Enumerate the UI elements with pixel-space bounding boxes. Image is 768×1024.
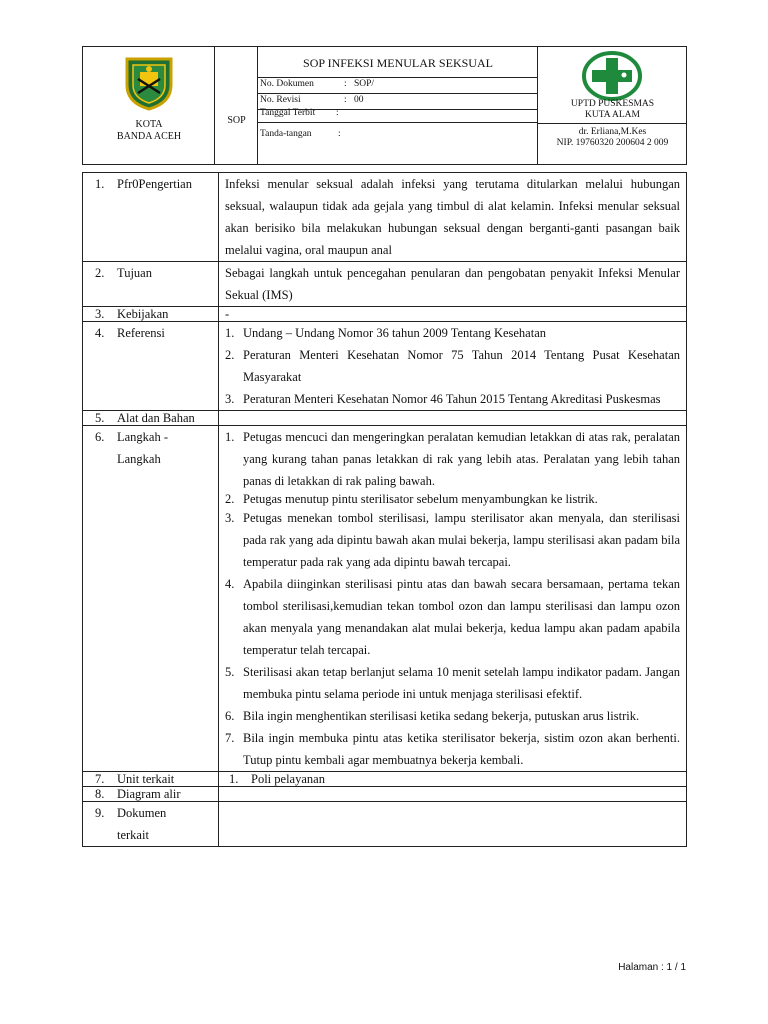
sop-content-table (82, 172, 686, 847)
document-title: SOP INFEKSI MENULAR SEKSUAL (303, 56, 493, 70)
signer-nip: NIP. 19760320 200604 2 009 (556, 138, 669, 148)
list-item: 1. Petugas mencuci dan mengeringkan peralatan kemudian letakkan di atas rak, peralatan yang kurang tahan panas letakkan di rak yang lebih atas. Peralatan yang lebih tahan panas di letakkan di rak paling bawah. (225, 430, 680, 488)
list-item: 1. Undang – Undang Nomor 36 tahun 2009 Tentang Kesehatan (225, 326, 546, 340)
row-label-tujuan: Tujuan (117, 266, 152, 280)
list-item: 3. Petugas menekan tombol sterilisasi, lampu sterilisator akan menyala, dan sterilisasi pada rak yang ada dipintu bawah akan mulai bekerja, lampu sterilisasi akan padam bila temperatur pada rak yang ada dipintu bawah tercapai. (225, 511, 680, 569)
referensi-list (223, 322, 680, 410)
list-item: 2. Petugas menutup pintu sterilisator sebelum menyambungkan ke listrik. (225, 492, 598, 506)
row-text-alat-bahan (219, 411, 687, 426)
row-label-referensi: Referensi (117, 326, 165, 340)
list-item: 6. Bila ingin menghentikan sterilisasi ketika sedang bekerja, putuskan arus listrik. (225, 709, 640, 723)
field-no-dokumen: No. Dokumen : SOP/ (258, 78, 538, 94)
left-org-line2: BANDA ACEH (116, 131, 182, 142)
row-label-dokumen-terkait: Dokumen (117, 806, 167, 820)
left-org-line1: KOTA (135, 119, 163, 130)
right-org-line2: KUTA ALAM (585, 110, 640, 120)
langkah-list (223, 426, 680, 771)
row-label-alat-bahan: Alat dan Bahan (117, 411, 195, 425)
right-org-cell (538, 47, 687, 165)
field-tanda-tangan: Tanda-tangan : (260, 129, 341, 139)
table-row: 5. Alat dan Bahan (83, 411, 687, 426)
row-text-tujuan: Sebagai langkah untuk pencegahan penularan dan pengobatan penyakit Infeksi Menular Sekual (IMS) (219, 262, 687, 307)
left-org-cell (83, 47, 215, 165)
list-item: 2. Peraturan Menteri Kesehatan Nomor 75 Tahun 2014 Tentang Pusat Kesehatan Masyarakat (225, 348, 680, 384)
list-item: 4. Apabila diinginkan sterilisasi pintu atas dan bawah secara bersamaan, pertama tekan tombol sterilisasi,kemudian tekan tombol ozon dan lampu sterilisasi dan lampu ozon akan menyala yang menandakan alat mulai bekerja, kedua lampu akan padam apabila temperatur telah tercapai. (225, 577, 680, 657)
table-row: 6. Langkah - Langkah 1. Petugas mencuci dan mengeringkan peralatan kemudian letakkan di atas rak, peralatan yang kurang tahan panas letakkan di rak yang lebih atas. Peralatan yang lebih tahan panas di letakkan di rak paling bawah. 2. Petugas menutup pintu sterilisator sebelum menyambungkan ke listrik. 3. Petugas menekan tombol sterilisasi, lampu sterilisator akan menyala, dan sterilisasi pada rak yang ada dipintu bawah akan mulai bekerja, lampu sterilisasi akan padam bila temperatur pada rak yang ada dipintu bawah tercapai. 4. Apabila diinginkan sterilisasi pintu atas dan bawah secara bersamaan, pertama tekan tombol sterilisasi,kemudian tekan tombol ozon dan lampu sterilisasi dan lampu ozon akan menyala yang menandakan alat mulai bekerja, kedua lampu akan padam apabila temperatur telah tercapai. 5. Sterilisasi akan tetap berlanjut selama 10 menit setelah lampu indikator padam. Jangan membuka pintu selama periode ini untuk menjaga sterilisasi efektif. 6. Bila ingin menghentikan sterilisasi ketika sedang bekerja, putuskan arus listrik. 7. Bila ingin membuka pintu atas ketika sterilisator bekerja, sistim ozon akan berhenti. Tutup pintu kembali agar membuatnya bekerja kembali. (83, 426, 687, 772)
row-label-langkah: Langkah - (117, 430, 169, 444)
row-label-pengertian: Pfr0Pengertian (117, 177, 192, 191)
table-row: 7. Unit terkait 1. Poli pelayanan (83, 772, 687, 787)
page-number: Halaman : 1 / 1 (618, 962, 686, 973)
document-header (82, 46, 686, 164)
field-no-revisi: No. Revisi : 00 (258, 94, 538, 110)
sop-label: SOP (227, 115, 246, 126)
table-row: 1. Pfr0Pengertian Infeksi menular seksual adalah infeksi yang terutama ditularkan melalui hubungan seksual, walaupun tidak ada gejala yang timbul di alat kelamin. Infeksi menular seksual akan berisiko bila melakukan hubungan seksual dengan berganti-ganti pasangan baik melalui vagina, oral maupun anal (83, 173, 687, 262)
table-row: 4. Referensi 1. Undang – Undang Nomor 36 tahun 2009 Tentang Kesehatan 2. Peraturan Menteri Kesehatan Nomor 75 Tahun 2014 Tentang Pusat Kesehatan Masyarakat 3. Peraturan Menteri Kesehatan Nomor 46 Tahun 2015 Tentang Akreditasi Puskesmas (83, 322, 687, 411)
field-tanggal-terbit: Tanggal Terbit : (258, 110, 538, 123)
puskesmas-cross-icon (582, 51, 642, 101)
row-text-dokumen-terkait (219, 802, 687, 847)
row-text-kebijakan: - (219, 307, 687, 322)
doc-info-cell (258, 47, 538, 165)
row-label-diagram-alir: Diagram alir (117, 787, 181, 801)
list-item: 7. Bila ingin membuka pintu atas ketika sterilisator bekerja, sistim ozon akan berhenti. Tutup pintu kembali agar membuatnya bekerja kembali. (225, 731, 680, 767)
row-text-pengertian: Infeksi menular seksual adalah infeksi yang terutama ditularkan melalui hubungan seksual, walaupun tidak ada gejala yang timbul di alat kelamin. Infeksi menular seksual akan berisiko bila melakukan hubungan seksual dengan berganti-ganti pasangan baik melalui vagina, oral maupun anal (219, 173, 687, 262)
signer-name: dr. Erliana,M.Kes (578, 127, 647, 137)
row-label-unit-terkait: Unit terkait (117, 772, 175, 786)
list-item: 5. Sterilisasi akan tetap berlanjut selama 10 menit setelah lampu indikator padam. Jangan membuka pintu selama periode ini untuk menjaga sterilisasi efektif. (225, 665, 680, 701)
list-item: 3. Peraturan Menteri Kesehatan Nomor 46 Tahun 2015 Tentang Akreditasi Puskesmas (225, 392, 661, 406)
row-label-kebijakan: Kebijakan (117, 307, 169, 321)
right-org-line1: UPTD PUSKESMAS (570, 99, 655, 109)
table-row: 3. Kebijakan - (83, 307, 687, 322)
sop-label-cell (215, 47, 258, 165)
table-row: 9. Dokumen terkait (83, 802, 687, 847)
table-row: 2. Tujuan Sebagai langkah untuk pencegahan penularan dan pengobatan penyakit Infeksi Menular Sekual (IMS) (83, 262, 687, 307)
table-row: 8. Diagram alir (83, 787, 687, 802)
banda-aceh-crest-icon (121, 55, 177, 111)
row-text-diagram-alir (219, 787, 687, 802)
row-text-unit-terkait: 1. Poli pelayanan (219, 772, 687, 787)
